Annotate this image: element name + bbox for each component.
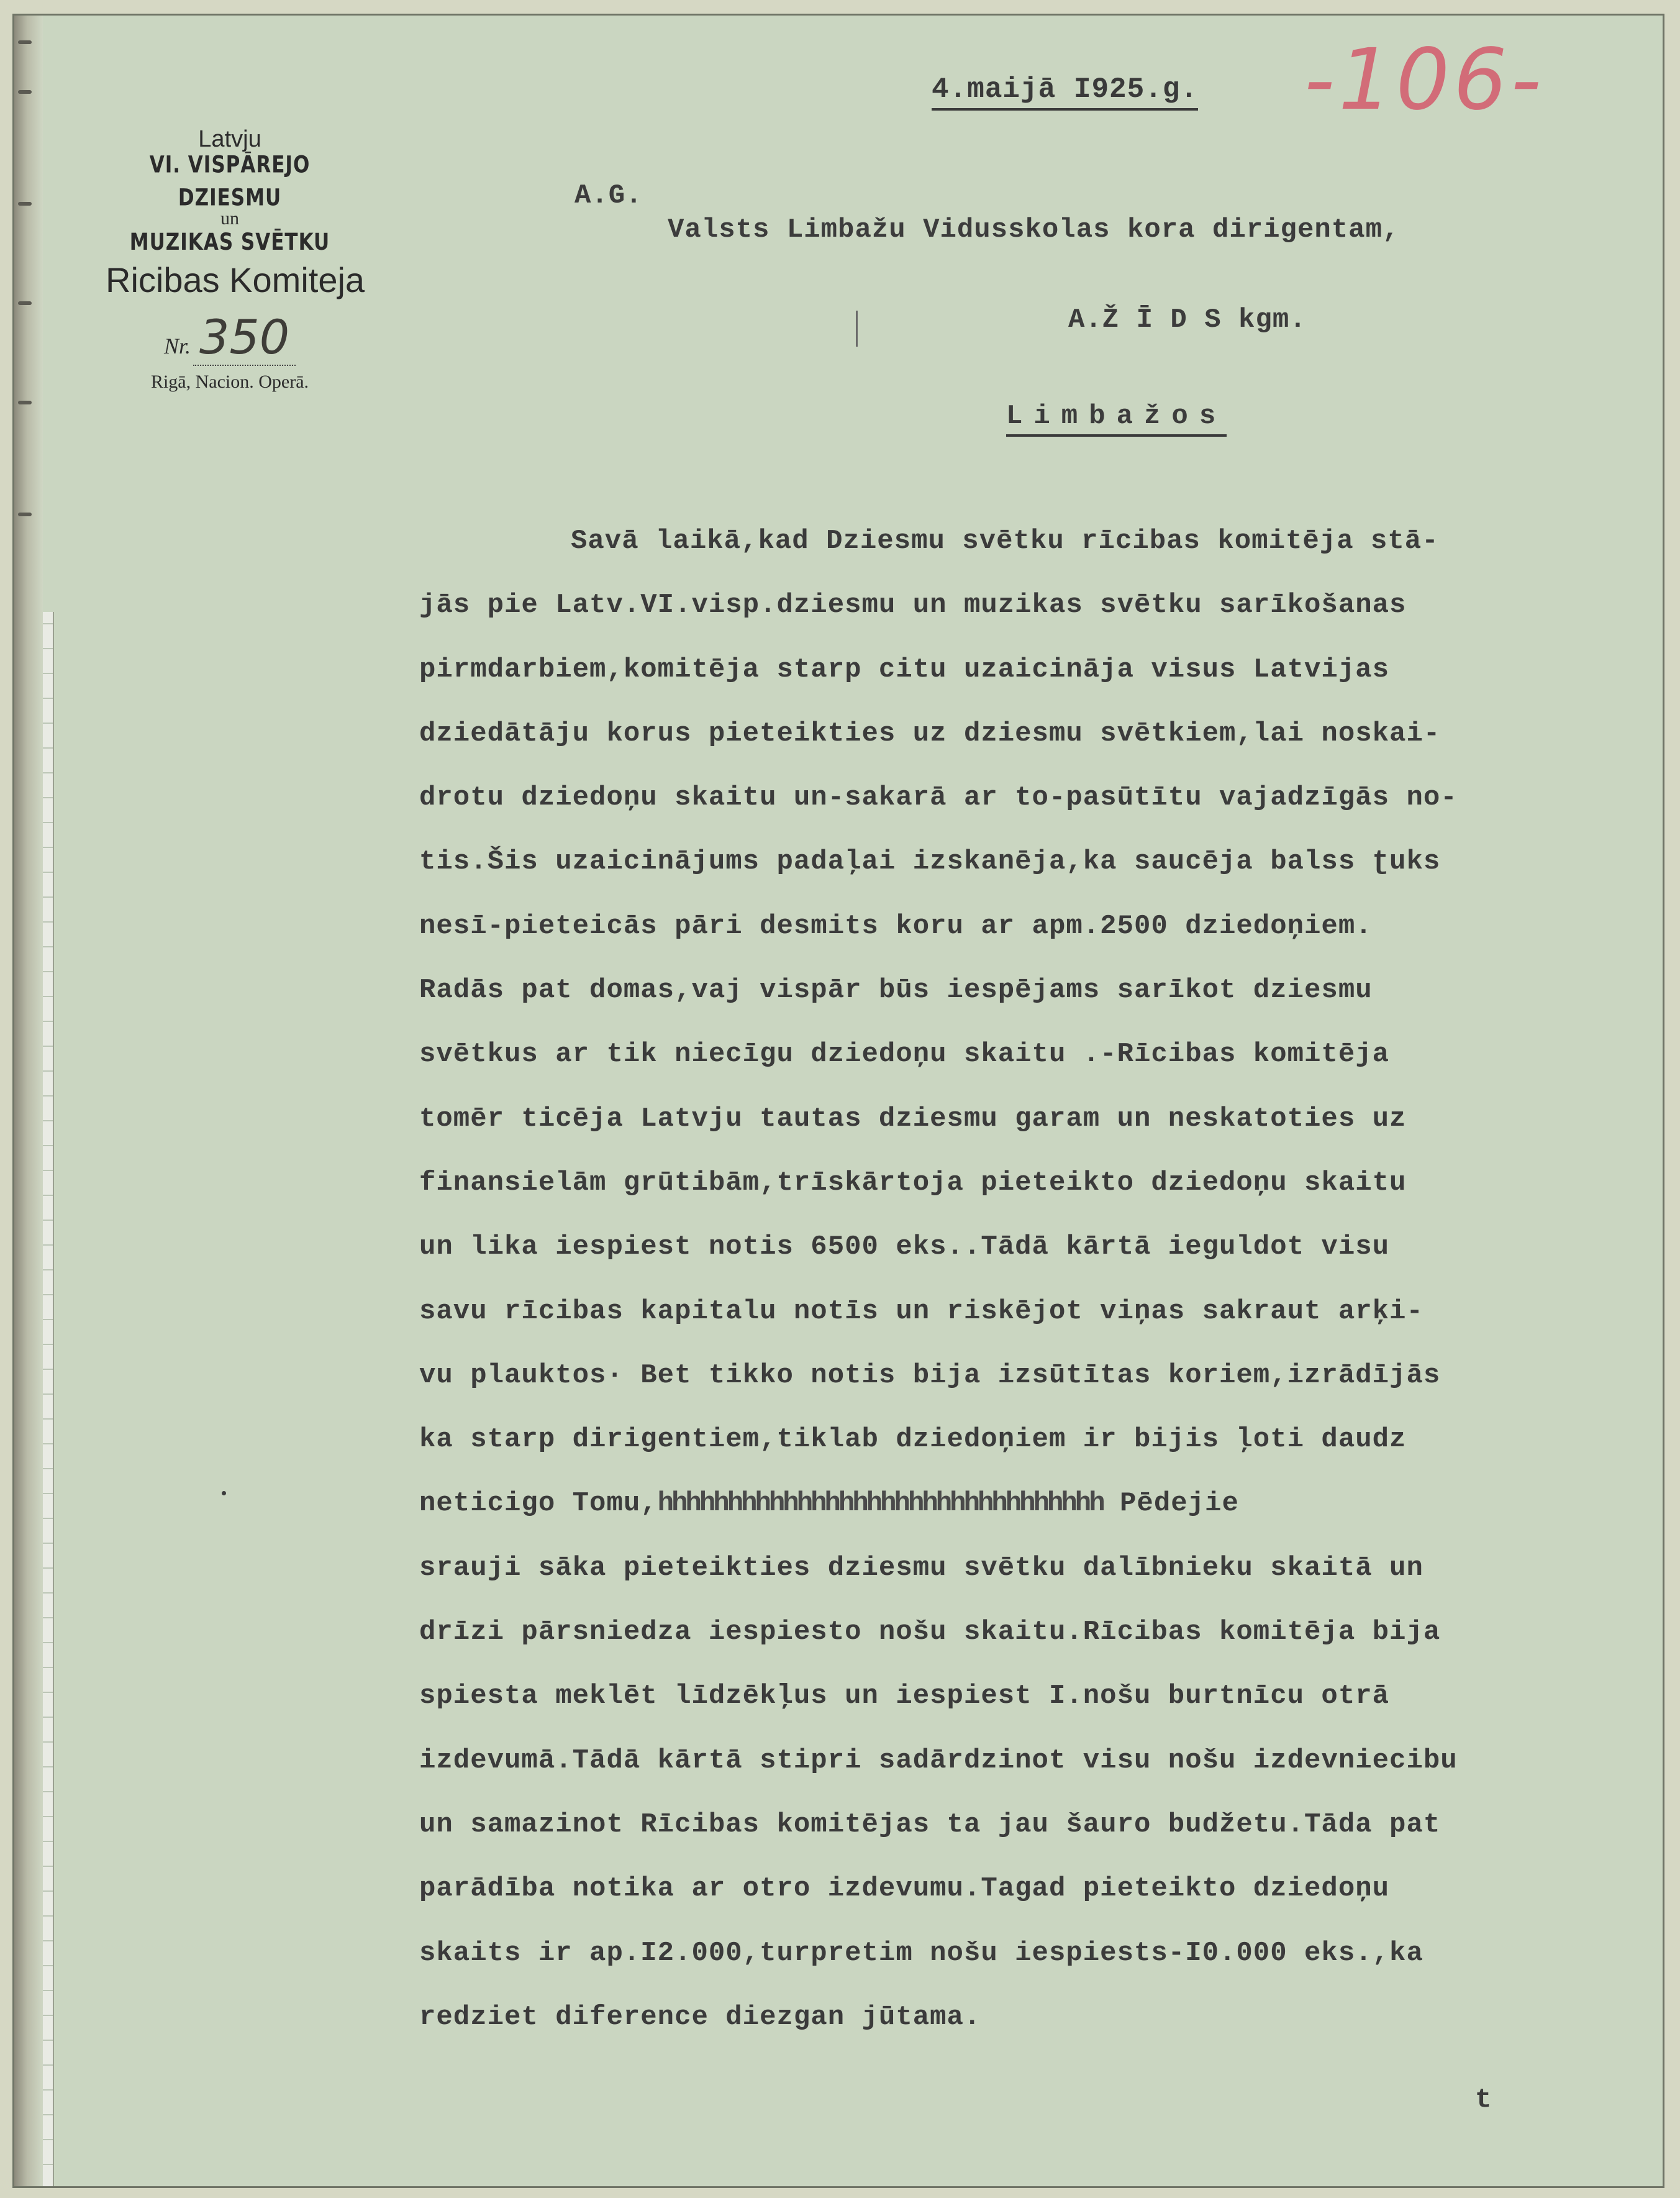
- body-line: skaits ir ap.I2.000,turpretim nošu iespiests-I0.000 eks.,ka: [419, 1937, 1423, 1969]
- body-line: savu rīcibas kapitalu notīs un riskējot viņas sakraut arķi-: [419, 1295, 1423, 1327]
- body-line-start: neticigo Tomu,: [419, 1488, 658, 1520]
- body-line: jās pie Latv.VI.visp.dziesmu un muzikas svētku sarīkošanas: [419, 590, 1407, 621]
- binding-staple: [18, 301, 32, 305]
- body-line: parādība notika ar otro izdevumu.Tagad pieteikto dziedoņu: [419, 1873, 1390, 1905]
- binding-staple: [18, 513, 32, 516]
- body-line: redziet diference diezgan jūtama.: [419, 2001, 981, 2033]
- body-line: nesī-pieteicās pāri desmits koru ar apm.2500 dziedoņiem.: [419, 910, 1373, 942]
- address-recipient-name: A.Ž Ī D S kgm.: [1068, 304, 1307, 335]
- body-line: un lika iespiest notis 6500 eks..Tādā kārtā ieguldot visu: [419, 1231, 1390, 1263]
- pencil-tick-mark: [856, 311, 858, 347]
- letterhead: [106, 124, 365, 396]
- address-recipient-title: Valsts Limbažu Vidusskolas kora dirigentam,: [668, 214, 1400, 245]
- body-line: spiesta meklēt līdzēkļus un iespiest I.nošu burtnīcu otrā: [419, 1680, 1390, 1712]
- address-city: Limbažos: [1006, 401, 1227, 437]
- letter-body: [419, 509, 1562, 2050]
- letterhead-line2: MUZIKAS SVĒTKU: [129, 229, 330, 256]
- letterhead-komiteja: Ricibas Komiteja: [106, 260, 365, 299]
- body-line: Radās pat domas,vaj vispār būs iespējams sarīkot dziesmu: [419, 975, 1373, 1006]
- body-line: svētkus ar tik niecīgu dziedoņu skaitu .-Rīcibas komitēja: [419, 1039, 1390, 1070]
- body-line: dziedātāju korus pieteikties uz dziesmu svētkiem,lai noskai-: [419, 718, 1441, 749]
- body-line: pirmdarbiem,komitēja starp citu uzaicināja visus Latvijas: [419, 654, 1390, 685]
- number-label: Nr.: [163, 334, 191, 358]
- body-line: tis.Šis uzaicinājums padaļai izskanēja,ka saucēja balss ʈuks: [419, 846, 1441, 878]
- body-line: vu plauktos· Bet tikko notis bija izsūtītas koriem,izrādījās: [419, 1359, 1441, 1391]
- body-line: drotu dziedoņu skaitu un-sakarā ar to-pasūtītu vajadzīgās no-: [419, 782, 1458, 814]
- underlying-grid-paper: [43, 612, 54, 2188]
- letterhead-line1: VI. VISPĀREJO DZIESMU: [149, 152, 311, 211]
- body-line: Savā laikā,kad Dziesmu svētku rīcibas komitēja stā-: [571, 526, 1439, 557]
- binding-staple: [18, 40, 32, 44]
- struck-out-text: hhhhhhhhhhhhhhhhhhhhhhhhhhhhhhhh: [657, 1488, 1103, 1520]
- body-line-with-strikeout: [419, 1472, 1562, 1536]
- handwritten-number: 350: [193, 309, 296, 366]
- body-line: srauji sāka pieteikties dziesmu svētku dalībnieku skaitā un: [419, 1552, 1423, 1584]
- letter-date: 4.maijā I925.g.: [932, 73, 1198, 111]
- binding-staple: [18, 202, 32, 206]
- letterhead-un: un: [220, 208, 239, 229]
- letterhead-place: Rigā, Nacion. Operā.: [150, 372, 309, 392]
- binding-staple: [18, 90, 32, 94]
- ink-dot: [222, 1491, 226, 1495]
- body-line: un samazinot Rīcibas komitējas ta jau šauro budžetu.Tāda pat: [419, 1808, 1441, 1840]
- archive-page-number: -106-: [1304, 31, 1545, 129]
- body-line: finansielām grūtibām,trīskārtoja pieteikto dziedoņu skaitu: [419, 1167, 1407, 1198]
- binding-edge: [14, 16, 43, 2186]
- body-line: drīzi pārsniedza iespiesto nošu skaitu.Rīcibas komitēja bija: [419, 1617, 1441, 1648]
- body-line: ka starp dirigentiem,tiklab dziedoņiem ir bijis ļoti daudz: [419, 1424, 1407, 1456]
- body-line: izdevumā.Tādā kārtā stipri sadārdzinot visu nošu izdevniecibu: [419, 1744, 1458, 1776]
- body-line: tomēr ticēja Latvju tautas dziesmu garam un neskatoties uz: [419, 1103, 1407, 1134]
- letterhead-number-row: [106, 309, 354, 365]
- address-ag: A.G.: [574, 180, 643, 211]
- continuation-mark: t: [1475, 2084, 1492, 2115]
- binding-staple: [18, 401, 32, 404]
- body-line-end: Pēdejie: [1102, 1488, 1239, 1520]
- letterhead-latvju: Latvju: [198, 126, 261, 152]
